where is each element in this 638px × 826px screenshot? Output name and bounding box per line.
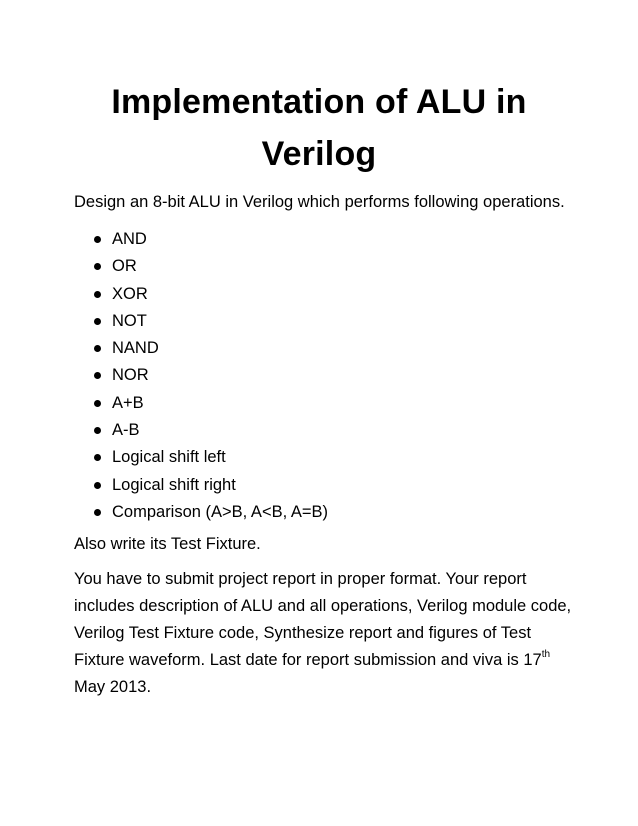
page-title [60, 76, 578, 180]
fixture-note: Also write its Test Fixture. [74, 535, 261, 554]
bullet-icon [94, 236, 101, 243]
bullet-icon [94, 482, 101, 489]
bullet-icon [94, 509, 101, 516]
bullet-icon [94, 318, 101, 325]
list-item [74, 472, 574, 499]
list-item [74, 281, 574, 308]
list-item [74, 444, 574, 471]
list-item-label: Logical shift left [112, 448, 226, 467]
list-item-label: NOT [112, 311, 147, 330]
list-item [74, 226, 574, 253]
date-suffix: th [541, 649, 551, 661]
list-item [74, 362, 574, 389]
list-item [74, 308, 574, 335]
report-paragraph [74, 566, 574, 701]
list-item-label: A-B [112, 421, 140, 440]
title-line-1: Implementation of ALU in [111, 83, 527, 121]
bullet-icon [94, 372, 101, 379]
list-item-label: Logical shift right [112, 475, 236, 494]
bullet-icon [94, 345, 101, 352]
list-item [74, 417, 574, 444]
list-item-label: A+B [112, 393, 144, 412]
bullet-icon [94, 263, 101, 270]
list-item-label: XOR [112, 284, 148, 303]
list-item-label: AND [112, 230, 147, 248]
bullet-icon [94, 427, 101, 434]
bullet-icon [94, 400, 101, 407]
list-item [74, 253, 574, 280]
report-text: You have to submit project report in proper format. Your report includes description of ALU and all operations, Verilog module code, Verilog Test Fixture code, Synthesize report and figures of Test Fixture waveform. Last date for report submission and viva is 17 [74, 570, 572, 670]
document-body [74, 189, 574, 701]
list-item [74, 335, 574, 362]
list-item-label: Comparison (A>B, A<B, A=B) [112, 502, 328, 521]
bullet-icon [94, 291, 101, 298]
intro-paragraph: Design an 8-bit ALU in Verilog which performs following operations. [74, 193, 565, 211]
list-item [74, 390, 574, 417]
list-item [74, 499, 574, 526]
list-item-label: NOR [112, 366, 149, 385]
report-date-rest: May 2013. [74, 678, 152, 697]
list-item-label: NAND [112, 339, 159, 358]
bullet-icon [94, 454, 101, 461]
list-item-label: OR [112, 257, 137, 276]
operations-list [74, 226, 574, 526]
title-line-2: Verilog [261, 135, 377, 173]
